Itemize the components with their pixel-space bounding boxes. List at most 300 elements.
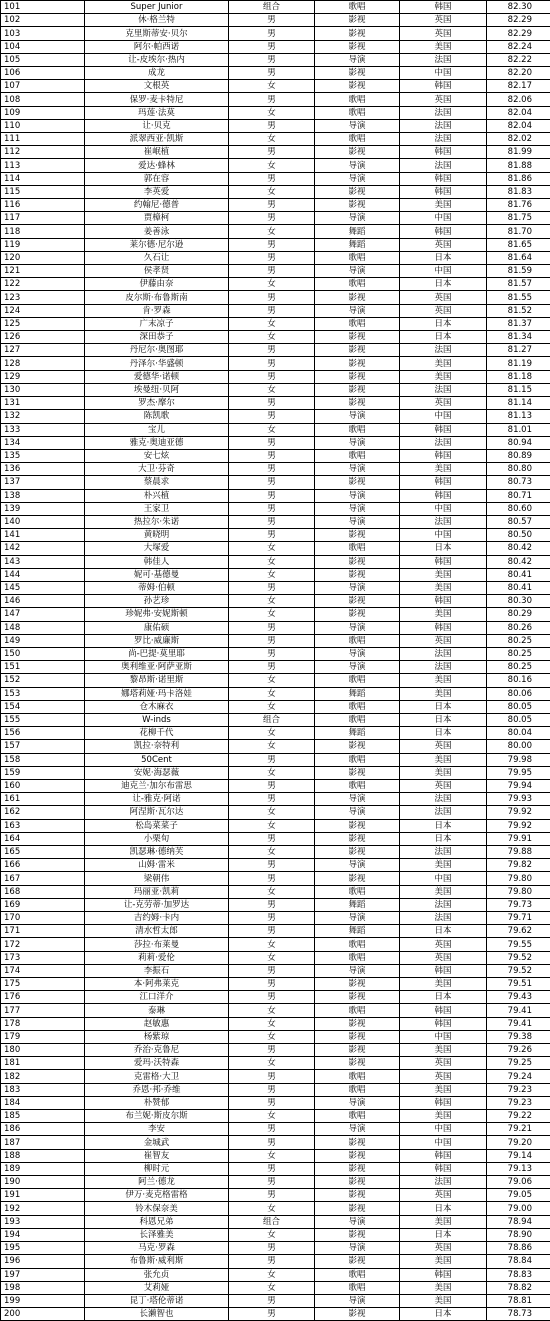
table-row: [1, 502, 550, 515]
country-cell: 中国: [400, 410, 487, 423]
score-cell: 81.27: [487, 344, 550, 357]
field-cell: 影视: [315, 978, 400, 991]
rank-cell: 167: [1, 872, 85, 885]
field-cell: 影视: [315, 1255, 400, 1268]
rank-cell: 134: [1, 436, 85, 449]
field-cell: 歌唱: [315, 317, 400, 330]
score-cell: 79.52: [487, 964, 550, 977]
name-cell: 黄晓明: [85, 529, 229, 542]
name-cell: 雅克·奥迪亚德: [85, 436, 229, 449]
rank-cell: 164: [1, 832, 85, 845]
field-cell: 歌唱: [315, 106, 400, 119]
table-row: [1, 344, 550, 357]
score-cell: 79.80: [487, 872, 550, 885]
field-cell: 导演: [315, 647, 400, 660]
name-cell: 赵敏惠: [85, 1017, 229, 1030]
country-cell: 英国: [400, 740, 487, 753]
rank-cell: 154: [1, 700, 85, 713]
score-cell: 82.30: [487, 1, 550, 14]
table-row: [1, 1242, 550, 1255]
type-cell: 女: [229, 555, 315, 568]
score-cell: 79.98: [487, 753, 550, 766]
table-row: [1, 67, 550, 80]
table-row: [1, 106, 550, 119]
country-cell: 美国: [400, 40, 487, 53]
name-cell: 铃木保奈美: [85, 1202, 229, 1215]
rank-cell: 150: [1, 647, 85, 660]
name-cell: 韩佳人: [85, 555, 229, 568]
table-row: [1, 397, 550, 410]
score-cell: 79.51: [487, 978, 550, 991]
table-row: [1, 1189, 550, 1202]
table-row: [1, 304, 550, 317]
table-row: [1, 1017, 550, 1030]
type-cell: 男: [229, 515, 315, 528]
score-cell: 81.13: [487, 410, 550, 423]
type-cell: 男: [229, 529, 315, 542]
rank-cell: 106: [1, 67, 85, 80]
name-cell: 娜塔莉娅·玛卡洛娃: [85, 687, 229, 700]
field-cell: 影视: [315, 383, 400, 396]
name-cell: 妮可·基德曼: [85, 568, 229, 581]
table-row: [1, 793, 550, 806]
field-cell: 影视: [315, 1136, 400, 1149]
rank-cell: 148: [1, 621, 85, 634]
table-row: [1, 1004, 550, 1017]
field-cell: 舞蹈: [315, 925, 400, 938]
rank-cell: 138: [1, 489, 85, 502]
table-row: [1, 370, 550, 383]
type-cell: 组合: [229, 713, 315, 726]
type-cell: 男: [229, 238, 315, 251]
type-cell: 女: [229, 951, 315, 964]
rank-cell: 117: [1, 212, 85, 225]
country-cell: 中国: [400, 502, 487, 515]
table-row: [1, 727, 550, 740]
field-cell: 歌唱: [315, 779, 400, 792]
table-row: [1, 1255, 550, 1268]
type-cell: 男: [229, 991, 315, 1004]
name-cell: 让-皮埃尔·热内: [85, 53, 229, 66]
type-cell: 女: [229, 317, 315, 330]
score-cell: 78.81: [487, 1294, 550, 1307]
score-cell: 79.41: [487, 1004, 550, 1017]
field-cell: 歌唱: [315, 885, 400, 898]
score-cell: 80.04: [487, 727, 550, 740]
name-cell: 大塚爱: [85, 542, 229, 555]
name-cell: 奥利维亚·阿萨亚斯: [85, 661, 229, 674]
score-cell: 82.04: [487, 106, 550, 119]
type-cell: 女: [229, 133, 315, 146]
field-cell: 影视: [315, 1202, 400, 1215]
rank-cell: 149: [1, 634, 85, 647]
score-cell: 80.60: [487, 502, 550, 515]
name-cell: 深田恭子: [85, 331, 229, 344]
name-cell: Super Junior: [85, 1, 229, 14]
field-cell: 影视: [315, 1162, 400, 1175]
type-cell: 男: [229, 370, 315, 383]
type-cell: 女: [229, 542, 315, 555]
rank-cell: 131: [1, 397, 85, 410]
table-row: [1, 555, 550, 568]
table-row: [1, 489, 550, 502]
country-cell: 韩国: [400, 555, 487, 568]
country-cell: 英国: [400, 1189, 487, 1202]
type-cell: 女: [229, 423, 315, 436]
type-cell: 男: [229, 647, 315, 660]
type-cell: 女: [229, 1110, 315, 1123]
table-row: [1, 700, 550, 713]
country-cell: 日本: [400, 819, 487, 832]
type-cell: 男: [229, 304, 315, 317]
country-cell: 美国: [400, 753, 487, 766]
name-cell: 凯瑟琳·德纳芙: [85, 846, 229, 859]
table-row: [1, 172, 550, 185]
table-row: [1, 436, 550, 449]
table-row: [1, 687, 550, 700]
type-cell: 男: [229, 793, 315, 806]
field-cell: 歌唱: [315, 1083, 400, 1096]
field-cell: 舞蹈: [315, 225, 400, 238]
name-cell: 梁朝伟: [85, 872, 229, 885]
score-cell: 79.94: [487, 779, 550, 792]
rank-cell: 192: [1, 1202, 85, 1215]
table-row: [1, 185, 550, 198]
table-row: [1, 978, 550, 991]
type-cell: 女: [229, 938, 315, 951]
country-cell: 英国: [400, 304, 487, 317]
field-cell: 导演: [315, 1242, 400, 1255]
score-cell: 81.01: [487, 423, 550, 436]
rank-cell: 104: [1, 40, 85, 53]
table-row: [1, 278, 550, 291]
table-row: [1, 832, 550, 845]
country-cell: 法国: [400, 806, 487, 819]
name-cell: 泰琳: [85, 1004, 229, 1017]
country-cell: 韩国: [400, 595, 487, 608]
score-cell: 80.05: [487, 700, 550, 713]
name-cell: 安妮·海瑟薇: [85, 766, 229, 779]
type-cell: 男: [229, 872, 315, 885]
type-cell: 女: [229, 595, 315, 608]
name-cell: 约翰尼·德普: [85, 199, 229, 212]
name-cell: 成龙: [85, 67, 229, 80]
rank-cell: 196: [1, 1255, 85, 1268]
country-cell: 法国: [400, 133, 487, 146]
type-cell: 女: [229, 1202, 315, 1215]
name-cell: 玛莲·法莫: [85, 106, 229, 119]
score-cell: 82.02: [487, 133, 550, 146]
type-cell: 女: [229, 608, 315, 621]
type-cell: 女: [229, 1030, 315, 1043]
type-cell: 男: [229, 397, 315, 410]
score-cell: 80.29: [487, 608, 550, 621]
field-cell: 歌唱: [315, 542, 400, 555]
table-row: [1, 1202, 550, 1215]
country-cell: 美国: [400, 581, 487, 594]
field-cell: 影视: [315, 1149, 400, 1162]
name-cell: 李英爱: [85, 185, 229, 198]
table-row: [1, 476, 550, 489]
table-row: [1, 1070, 550, 1083]
field-cell: 影视: [315, 766, 400, 779]
rank-cell: 183: [1, 1083, 85, 1096]
country-cell: 美国: [400, 885, 487, 898]
type-cell: 男: [229, 265, 315, 278]
field-cell: 影视: [315, 397, 400, 410]
name-cell: 爱达·蜂林: [85, 159, 229, 172]
type-cell: 男: [229, 463, 315, 476]
rank-cell: 189: [1, 1162, 85, 1175]
rank-cell: 122: [1, 278, 85, 291]
type-cell: 女: [229, 740, 315, 753]
country-cell: 韩国: [400, 1149, 487, 1162]
field-cell: 舞蹈: [315, 238, 400, 251]
name-cell: 李安: [85, 1123, 229, 1136]
name-cell: 王家卫: [85, 502, 229, 515]
rank-cell: 109: [1, 106, 85, 119]
field-cell: 导演: [315, 172, 400, 185]
rank-cell: 128: [1, 357, 85, 370]
rank-cell: 180: [1, 1044, 85, 1057]
name-cell: 玛丽亚·凯莉: [85, 885, 229, 898]
rank-cell: 123: [1, 291, 85, 304]
rank-cell: 182: [1, 1070, 85, 1083]
type-cell: 男: [229, 27, 315, 40]
score-cell: 81.15: [487, 383, 550, 396]
field-cell: 影视: [315, 1044, 400, 1057]
name-cell: 让-雅克·阿诺: [85, 793, 229, 806]
rank-cell: 126: [1, 331, 85, 344]
score-cell: 79.23: [487, 1083, 550, 1096]
rank-cell: 107: [1, 80, 85, 93]
rank-cell: 121: [1, 265, 85, 278]
field-cell: 影视: [315, 185, 400, 198]
type-cell: 女: [229, 383, 315, 396]
table-row: [1, 740, 550, 753]
score-cell: 80.94: [487, 436, 550, 449]
table-row: [1, 872, 550, 885]
rank-cell: 102: [1, 14, 85, 27]
field-cell: 歌唱: [315, 278, 400, 291]
name-cell: 孙艺珍: [85, 595, 229, 608]
table-row: [1, 1057, 550, 1070]
field-cell: 影视: [315, 80, 400, 93]
score-cell: 79.95: [487, 766, 550, 779]
name-cell: 丹泽尔·华盛顿: [85, 357, 229, 370]
rank-cell: 110: [1, 119, 85, 132]
rank-cell: 103: [1, 27, 85, 40]
table-row: [1, 146, 550, 159]
type-cell: 男: [229, 978, 315, 991]
type-cell: 男: [229, 898, 315, 911]
score-cell: 79.13: [487, 1162, 550, 1175]
rank-cell: 193: [1, 1215, 85, 1228]
name-cell: 丹尼尔·奥图耶: [85, 344, 229, 357]
field-cell: 导演: [315, 1294, 400, 1307]
country-cell: 韩国: [400, 423, 487, 436]
score-cell: 79.73: [487, 898, 550, 911]
rank-cell: 115: [1, 185, 85, 198]
name-cell: W-inds: [85, 713, 229, 726]
name-cell: 崔智友: [85, 1149, 229, 1162]
table-row: [1, 819, 550, 832]
table-row: [1, 1, 550, 14]
rank-cell: 112: [1, 146, 85, 159]
type-cell: 男: [229, 1070, 315, 1083]
field-cell: 导演: [315, 1123, 400, 1136]
country-cell: 韩国: [400, 621, 487, 634]
name-cell: 文根英: [85, 80, 229, 93]
name-cell: 郭在容: [85, 172, 229, 185]
table-row: [1, 1162, 550, 1175]
type-cell: 女: [229, 568, 315, 581]
name-cell: 侯孝贤: [85, 265, 229, 278]
field-cell: 导演: [315, 859, 400, 872]
name-cell: 康佑硕: [85, 621, 229, 634]
rank-cell: 191: [1, 1189, 85, 1202]
country-cell: 法国: [400, 119, 487, 132]
table-row: [1, 542, 550, 555]
field-cell: 影视: [315, 14, 400, 27]
rank-cell: 139: [1, 502, 85, 515]
type-cell: 女: [229, 885, 315, 898]
type-cell: 女: [229, 674, 315, 687]
country-cell: 日本: [400, 1308, 487, 1321]
rank-cell: 124: [1, 304, 85, 317]
rank-cell: 157: [1, 740, 85, 753]
name-cell: 松岛菜菜子: [85, 819, 229, 832]
rank-cell: 185: [1, 1110, 85, 1123]
score-cell: 81.86: [487, 172, 550, 185]
name-cell: 吉约姆·卡内: [85, 912, 229, 925]
field-cell: 影视: [315, 476, 400, 489]
table-row: [1, 529, 550, 542]
table-row: [1, 53, 550, 66]
score-cell: 80.25: [487, 647, 550, 660]
score-cell: 80.80: [487, 463, 550, 476]
name-cell: 乔恩·邦·乔维: [85, 1083, 229, 1096]
field-cell: 歌唱: [315, 713, 400, 726]
name-cell: 科恩兄弟: [85, 1215, 229, 1228]
score-cell: 82.20: [487, 67, 550, 80]
table-row: [1, 1228, 550, 1241]
rank-cell: 130: [1, 383, 85, 396]
score-cell: 78.94: [487, 1215, 550, 1228]
rank-cell: 187: [1, 1136, 85, 1149]
table-row: [1, 1149, 550, 1162]
country-cell: 法国: [400, 53, 487, 66]
field-cell: 导演: [315, 621, 400, 634]
type-cell: 男: [229, 251, 315, 264]
rank-cell: 132: [1, 410, 85, 423]
type-cell: 女: [229, 106, 315, 119]
score-cell: 80.16: [487, 674, 550, 687]
name-cell: 李振石: [85, 964, 229, 977]
field-cell: 导演: [315, 436, 400, 449]
field-cell: 歌唱: [315, 423, 400, 436]
country-cell: 法国: [400, 344, 487, 357]
country-cell: 法国: [400, 793, 487, 806]
score-cell: 81.59: [487, 265, 550, 278]
type-cell: 男: [229, 661, 315, 674]
score-cell: 78.73: [487, 1308, 550, 1321]
score-cell: 81.99: [487, 146, 550, 159]
type-cell: 男: [229, 779, 315, 792]
field-cell: 歌唱: [315, 700, 400, 713]
field-cell: 舞蹈: [315, 687, 400, 700]
rank-cell: 155: [1, 713, 85, 726]
field-cell: 影视: [315, 199, 400, 212]
field-cell: 导演: [315, 53, 400, 66]
country-cell: 韩国: [400, 476, 487, 489]
country-cell: 韩国: [400, 146, 487, 159]
rank-cell: 136: [1, 463, 85, 476]
country-cell: 日本: [400, 1228, 487, 1241]
score-cell: 81.64: [487, 251, 550, 264]
table-row: [1, 912, 550, 925]
name-cell: 蔡晨求: [85, 476, 229, 489]
type-cell: 女: [229, 185, 315, 198]
table-row: [1, 1044, 550, 1057]
type-cell: 女: [229, 819, 315, 832]
name-cell: 埃曼纽·贝阿: [85, 383, 229, 396]
rank-cell: 151: [1, 661, 85, 674]
type-cell: 男: [229, 912, 315, 925]
rank-cell: 166: [1, 859, 85, 872]
type-cell: 男: [229, 1176, 315, 1189]
name-cell: 艾莉娅: [85, 1281, 229, 1294]
type-cell: 男: [229, 449, 315, 462]
type-cell: 女: [229, 331, 315, 344]
country-cell: 中国: [400, 1030, 487, 1043]
name-cell: 50Cent: [85, 753, 229, 766]
country-cell: 日本: [400, 727, 487, 740]
country-cell: 日本: [400, 1202, 487, 1215]
score-cell: 79.41: [487, 1017, 550, 1030]
type-cell: 女: [229, 727, 315, 740]
type-cell: 女: [229, 159, 315, 172]
score-cell: 79.20: [487, 1136, 550, 1149]
rank-cell: 142: [1, 542, 85, 555]
name-cell: 贾樟柯: [85, 212, 229, 225]
name-cell: 朴兴植: [85, 489, 229, 502]
type-cell: 男: [229, 119, 315, 132]
field-cell: 歌唱: [315, 1070, 400, 1083]
country-cell: 美国: [400, 1215, 487, 1228]
score-cell: 80.25: [487, 661, 550, 674]
country-cell: 中国: [400, 872, 487, 885]
name-cell: 克雷格·大卫: [85, 1070, 229, 1083]
country-cell: 美国: [400, 1294, 487, 1307]
name-cell: 清水哲太郎: [85, 925, 229, 938]
name-cell: 花柳千代: [85, 727, 229, 740]
country-cell: 英国: [400, 1242, 487, 1255]
country-cell: 美国: [400, 357, 487, 370]
table-row: [1, 199, 550, 212]
type-cell: 男: [229, 1162, 315, 1175]
field-cell: 影视: [315, 357, 400, 370]
rank-cell: 144: [1, 568, 85, 581]
score-cell: 78.90: [487, 1228, 550, 1241]
country-cell: 日本: [400, 251, 487, 264]
name-cell: 姜善泳: [85, 225, 229, 238]
type-cell: 女: [229, 225, 315, 238]
field-cell: 影视: [315, 1228, 400, 1241]
rank-cell: 153: [1, 687, 85, 700]
type-cell: 男: [229, 925, 315, 938]
field-cell: 影视: [315, 67, 400, 80]
